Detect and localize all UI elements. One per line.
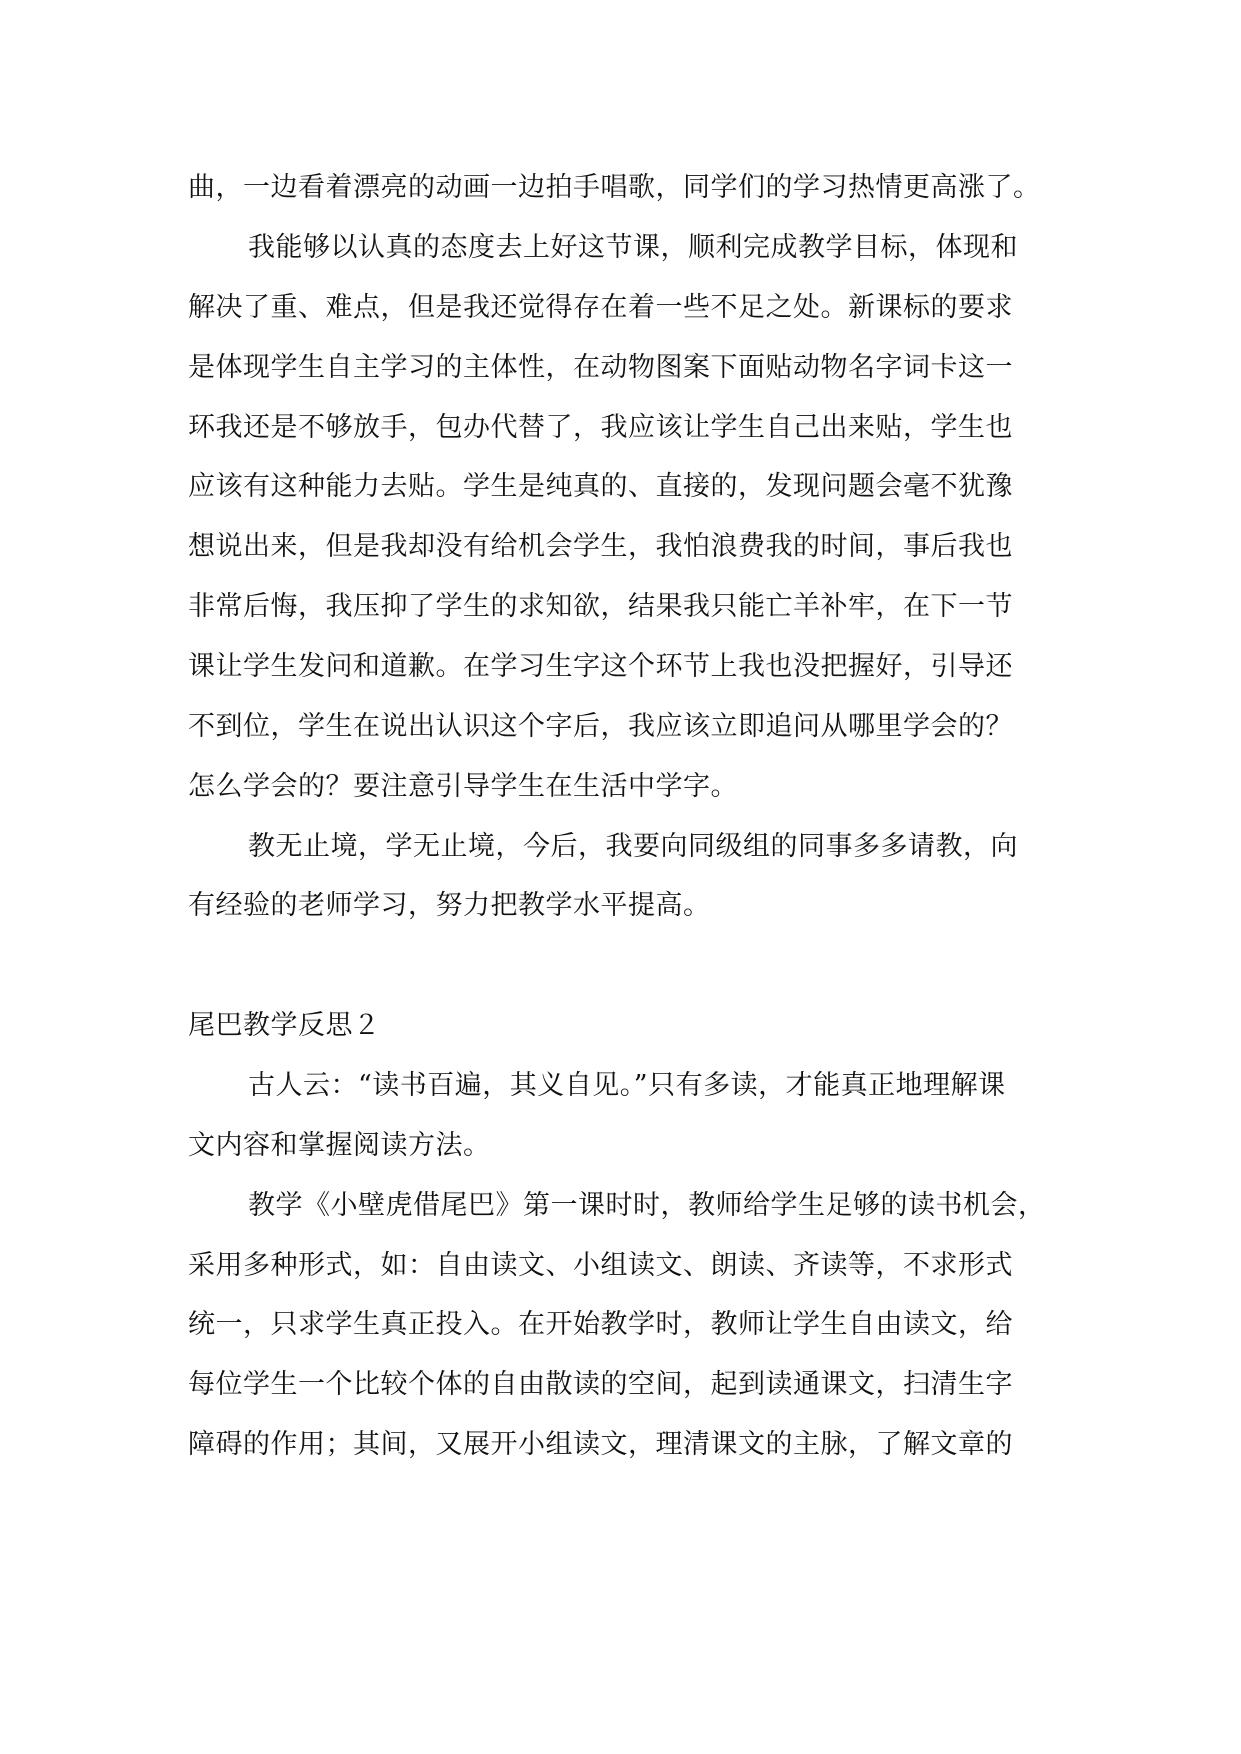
paragraph-line: 每位学生一个比较个体的自由散读的空间，起到读通课文，扫清生字 — [188, 1369, 1013, 1400]
paragraph-line: 我能够以认真的态度去上好这节课，顺利完成教学目标，体现和 — [248, 232, 1018, 263]
paragraph-line: 应该有这种能力去贴。学生是纯真的、直接的，发现问题会毫不犹豫 — [188, 471, 1013, 502]
paragraph-line: 环我还是不够放手，包办代替了，我应该让学生自己出来贴，学生也 — [188, 412, 1013, 443]
paragraph-line: 非常后悔，我压抑了学生的求知欲，结果我只能亡羊补牢，在下一节 — [188, 591, 1013, 622]
paragraph-line: 想说出来，但是我却没有给机会学生，我怕浪费我的时间，事后我也 — [188, 531, 1013, 562]
paragraph-line: 是体现学生自主学习的主体性，在动物图案下面贴动物名字词卡这一 — [188, 352, 1013, 383]
paragraph-line: 文内容和掌握阅读方法。 — [188, 1130, 491, 1161]
section-heading: 尾巴教学反思２ — [188, 1010, 381, 1041]
paragraph-line: 古人云：“读书百遍，其义自见。”只有多读，才能真正地理解课 — [248, 1070, 1006, 1101]
paragraph-line: 教无止境，学无止境，今后，我要向同级组的同事多多请教，向 — [248, 831, 1018, 862]
paragraph-line: 有经验的老师学习，努力把教学水平提高。 — [188, 890, 711, 921]
paragraph-line: 障碍的作用；其间，又展开小组读文，理清课文的主脉，了解文章的 — [188, 1429, 1013, 1460]
paragraph-line: 曲，一边看着漂亮的动画一边拍手唱歌，同学们的学习热情更高涨了。 — [188, 172, 1041, 203]
paragraph-line: 怎么学会的？要注意引导学生在生活中学字。 — [188, 771, 738, 802]
paragraph-line: 采用多种形式，如：自由读文、小组读文、朗读、齐读等，不求形式 — [188, 1250, 1013, 1281]
paragraph-line: 解决了重、难点，但是我还觉得存在着一些不足之处。新课标的要求 — [188, 292, 1013, 323]
paragraph-line: 统一，只求学生真正投入。在开始教学时，教师让学生自由读文，给 — [188, 1309, 1013, 1340]
paragraph-line: 教学《小壁虎借尾巴》第一课时时，教师给学生足够的读书机会， — [248, 1190, 1046, 1221]
paragraph-line: 不到位，学生在说出认识这个字后，我应该立即追问从哪里学会的？ — [188, 711, 1013, 742]
paragraph-line: 课让学生发问和道歉。在学习生字这个环节上我也没把握好，引导还 — [188, 651, 1013, 682]
